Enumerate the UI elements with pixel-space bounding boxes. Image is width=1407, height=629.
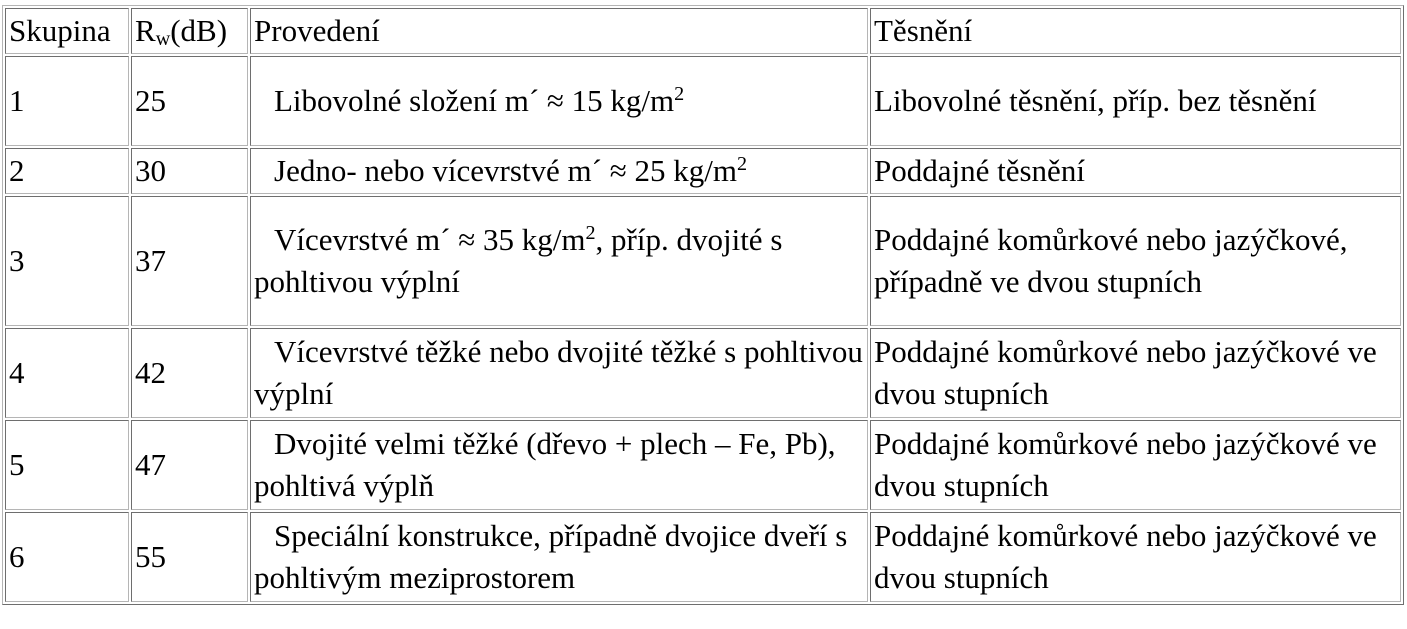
- provedeni-text: Speciální konstrukce, případně dvojice dveří s pohltivým meziprostorem: [254, 518, 848, 595]
- provedeni-text: Jedno- nebo vícevrstvé m´ ≈ 25 kg/m: [274, 153, 737, 188]
- cell-rw: 25: [131, 56, 248, 146]
- cell-rw: 30: [131, 148, 248, 194]
- provedeni-superscript: 2: [585, 221, 596, 244]
- header-rw-unit: (dB): [170, 13, 228, 48]
- cell-provedeni: [250, 196, 868, 326]
- cell-skupina: 6: [5, 512, 129, 602]
- cell-rw: 47: [131, 420, 248, 510]
- header-skupina: Skupina: [5, 8, 129, 54]
- cell-provedeni: [250, 56, 868, 146]
- cell-tesneni: Poddajné komůrkové nebo jazýčkové ve dvou stupních: [870, 420, 1401, 510]
- cell-skupina: 5: [5, 420, 129, 510]
- cell-tesneni: Poddajné komůrkové nebo jazýčkové ve dvou stupních: [870, 328, 1401, 418]
- cell-skupina: 4: [5, 328, 129, 418]
- header-tesneni: Těsnění: [870, 8, 1401, 54]
- header-provedeni: Provedení: [250, 8, 868, 54]
- table-row: [5, 196, 1401, 326]
- header-rw: [131, 8, 248, 54]
- cell-rw: 55: [131, 512, 248, 602]
- provedeni-superscript: 2: [674, 82, 685, 105]
- cell-tesneni: Poddajné těsnění: [870, 148, 1401, 194]
- header-rw-subscript: w: [155, 28, 171, 51]
- cell-rw: 37: [131, 196, 248, 326]
- cell-tesneni: Libovolné těsnění, příp. bez těsnění: [870, 56, 1401, 146]
- cell-skupina: 1: [5, 56, 129, 146]
- table-row: [5, 420, 1401, 510]
- table-header-row: [5, 8, 1401, 54]
- provedeni-tail: , příp. dvojité s pohltivou výplní: [254, 222, 783, 299]
- cell-skupina: 2: [5, 148, 129, 194]
- provedeni-text: Vícevrstvé m´ ≈ 35 kg/m: [274, 222, 586, 257]
- provedeni-text: Libovolné složení m´ ≈ 15 kg/m: [274, 83, 675, 118]
- table-row: [5, 512, 1401, 602]
- cell-provedeni: [250, 512, 868, 602]
- cell-provedeni: [250, 148, 868, 194]
- table-row: [5, 56, 1401, 146]
- provedeni-text: Vícevrstvé těžké nebo dvojité těžké s pohltivou výplní: [254, 334, 863, 411]
- provedeni-superscript: 2: [736, 152, 748, 175]
- cell-rw: 42: [131, 328, 248, 418]
- cell-skupina: 3: [5, 196, 129, 326]
- door-sound-insulation-table: [2, 5, 1404, 605]
- cell-provedeni: [250, 420, 868, 510]
- cell-tesneni: Poddajné komůrkové nebo jazýčkové, případně ve dvou stupních: [870, 196, 1401, 326]
- cell-provedeni: [250, 328, 868, 418]
- provedeni-text: Dvojité velmi těžké (dřevo + plech – Fe, Pb), pohltivá výplň: [254, 426, 836, 503]
- table-row: [5, 328, 1401, 418]
- cell-tesneni: Poddajné komůrkové nebo jazýčkové ve dvou stupních: [870, 512, 1401, 602]
- header-rw-symbol: R: [135, 13, 156, 48]
- table-row: [5, 148, 1401, 194]
